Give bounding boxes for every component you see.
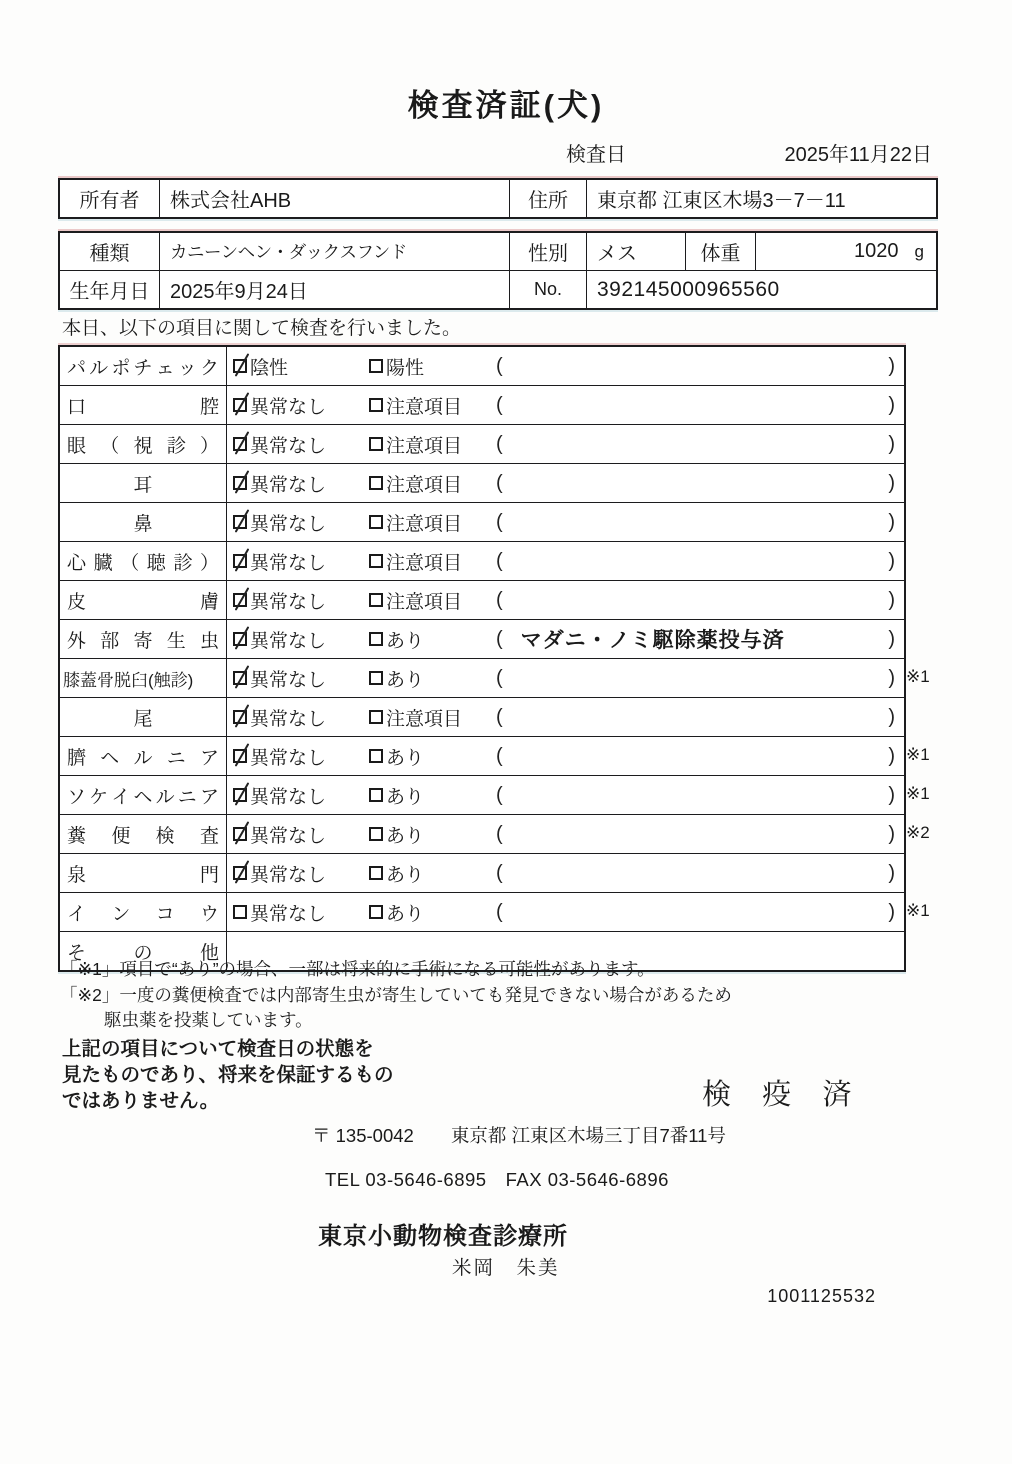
option-primary: 異常なし: [233, 821, 369, 848]
checklist-row-label: 外 部 寄 生 虫: [60, 620, 227, 658]
option-primary: 異常なし: [233, 587, 369, 614]
inspection-date-value: 2025年11月22日: [784, 144, 932, 166]
checklist-row: [60, 463, 904, 502]
paren-close: ): [888, 705, 895, 728]
checklist-row-label: 眼 （ 視 診 ）: [60, 425, 227, 463]
paren-open: (: [496, 432, 503, 455]
checkbox-icon: [369, 710, 383, 724]
checklist-row-label: 口 腔: [60, 386, 227, 424]
paren-close: ): [888, 900, 895, 923]
paren-open: (: [496, 744, 503, 767]
checkbox-icon: [369, 437, 383, 451]
breed-row: [60, 233, 936, 270]
quarantine-stamp: 検 疫 済: [702, 1079, 864, 1111]
checklist-row-options: [227, 503, 904, 541]
weight-unit: g: [914, 241, 924, 261]
checkbox-icon: [369, 905, 383, 919]
option-primary: 異常なし: [233, 470, 369, 497]
owner-label: 所有者: [60, 180, 160, 217]
option-secondary: 注意項目: [369, 704, 496, 731]
checklist-row-options: [227, 815, 904, 853]
option-secondary: 注意項目: [369, 509, 496, 536]
checkbox-icon: [369, 593, 383, 607]
disclaimer-text: [62, 1036, 394, 1114]
checklist-row: [60, 580, 904, 619]
checklist-row-options: [227, 776, 904, 814]
paren-open: (: [496, 900, 503, 923]
weight-value: 1020: [854, 240, 899, 262]
checklist-row-options: [227, 620, 904, 658]
checklist-row-label: 心 臓 （ 聴 診 ）: [60, 542, 227, 580]
option-secondary: 注意項目: [369, 392, 496, 419]
paren-remark: マダニ・ノミ駆除薬投与済: [520, 629, 785, 652]
paren-close: ): [888, 783, 895, 806]
checklist-row: [60, 541, 904, 580]
option-secondary: あり: [369, 860, 496, 887]
birth-value: 2025年9月24日: [160, 271, 510, 308]
breed-value: カニーンヘン・ダックスフンド: [160, 233, 510, 270]
option-primary: 異常なし: [233, 743, 369, 770]
checklist-row: [60, 385, 904, 424]
option-primary: 異常なし: [233, 665, 369, 692]
checkbox-checked-icon: [233, 359, 247, 373]
checklist-row: [60, 814, 930, 853]
intro-text: 本日、以下の項目に関して検査を行いました。: [62, 318, 462, 339]
checkbox-icon: [369, 632, 383, 646]
option-secondary: あり: [369, 743, 496, 770]
checklist-row-label: 鼻: [60, 503, 227, 541]
option-secondary: あり: [369, 626, 496, 653]
checkbox-icon: [369, 476, 383, 490]
inspection-date-row: [566, 138, 932, 167]
paren-close: ): [888, 744, 895, 767]
option-secondary: あり: [369, 821, 496, 848]
checkbox-checked-icon: [233, 476, 247, 490]
option-primary: 異常なし: [233, 704, 369, 731]
disclaimer-line-2: 見たものであり、将来を保証するもの: [62, 1064, 394, 1086]
option-primary: 異常なし: [233, 548, 369, 575]
disclaimer-line-1: 上記の項目について検査日の状態を: [62, 1038, 374, 1060]
inspection-date-label: 検査日: [566, 144, 626, 166]
clinic-postal-address: 〒 135-0042 東京都 江東区木場三丁目7番11号: [312, 1125, 726, 1146]
option-primary: 異常なし: [233, 782, 369, 809]
checklist-row: [60, 892, 930, 931]
paren-open: (: [496, 627, 503, 650]
id-number-value: 392145000965560: [597, 277, 780, 301]
id-number-label: No.: [510, 271, 587, 308]
checklist-row-label: イ ン コ ウ: [60, 893, 227, 931]
paren-close: ): [888, 627, 895, 650]
paren-open: (: [496, 783, 503, 806]
examiner-name: 米岡 朱美: [452, 1257, 560, 1279]
owner-value: 株式会社AHB: [160, 180, 510, 217]
checklist-row-label: 臍 ヘ ル ニ ア: [60, 737, 227, 775]
option-primary: 異常なし: [233, 860, 369, 887]
animal-table: [58, 231, 938, 310]
option-secondary: 注意項目: [369, 548, 496, 575]
reference-mark: ※1: [906, 901, 930, 920]
checkbox-checked-icon: [233, 593, 247, 607]
checkbox-icon: [369, 827, 383, 841]
reference-mark: ※1: [906, 667, 930, 686]
address-value: 東京都 江東区木場3－7－11: [597, 190, 846, 212]
checklist-row-label: そ の 他: [60, 932, 227, 970]
paren-open: (: [496, 588, 503, 611]
checkbox-checked-icon: [233, 515, 247, 529]
option-secondary: 注意項目: [369, 587, 496, 614]
checkbox-icon: [233, 905, 247, 919]
paren-close: ): [888, 549, 895, 572]
page-title: 検査済証(犬): [407, 88, 605, 123]
paren-open: (: [496, 549, 503, 572]
paren-close: ): [888, 393, 895, 416]
checkbox-checked-icon: [233, 788, 247, 802]
checklist-row-label: 耳: [60, 464, 227, 502]
checkbox-checked-icon: [233, 749, 247, 763]
paren-close: ): [888, 588, 895, 611]
weight-cell: [756, 233, 936, 270]
checklist-row-options: [227, 893, 904, 931]
checkbox-icon: [369, 554, 383, 568]
checkbox-icon: [369, 749, 383, 763]
breed-label: 種類: [60, 233, 160, 270]
checkbox-checked-icon: [233, 866, 247, 880]
checkbox-icon: [369, 359, 383, 373]
checklist-row-options: [227, 347, 904, 385]
checklist-row-options: [227, 737, 904, 775]
birth-row: [60, 270, 936, 308]
option-primary: 異常なし: [233, 431, 369, 458]
checklist-row: [60, 697, 904, 736]
option-secondary: あり: [369, 899, 496, 926]
paren-close: ): [888, 510, 895, 533]
checklist-row-options: [227, 425, 904, 463]
footnote-1: 「※1」項目で“あり”の場合、一部は将来的に手術になる可能性があります。: [60, 959, 655, 979]
paren-open: (: [496, 471, 503, 494]
checkbox-checked-icon: [233, 554, 247, 568]
footnote-2: 「※2」一度の糞便検査では内部寄生虫が寄生していても発見できない場合があるため: [60, 985, 732, 1005]
paren-close: ): [888, 471, 895, 494]
option-secondary: 注意項目: [369, 431, 496, 458]
option-primary: 異常なし: [233, 626, 369, 653]
reference-mark: ※1: [906, 745, 930, 764]
option-secondary: 注意項目: [369, 470, 496, 497]
paren-close: ): [888, 432, 895, 455]
checkbox-icon: [369, 515, 383, 529]
paren-open: (: [496, 705, 503, 728]
sex-label: 性別: [510, 233, 587, 270]
owner-table: [58, 178, 938, 219]
checklist-row-options: [227, 854, 904, 892]
checklist-row: [60, 424, 904, 463]
paren-open: (: [496, 822, 503, 845]
checklist-row-options: [227, 581, 904, 619]
checkbox-checked-icon: [233, 710, 247, 724]
disclaimer-line-3: ではありません。: [62, 1090, 220, 1112]
document-number: 1001125532: [767, 1286, 876, 1306]
checkbox-checked-icon: [233, 437, 247, 451]
checklist-row-label: 皮 膚: [60, 581, 227, 619]
birth-label: 生年月日: [60, 271, 160, 308]
address-label: 住所: [510, 180, 587, 217]
checklist-row-options: [227, 659, 904, 697]
owner-row: [60, 180, 936, 217]
checkbox-icon: [369, 788, 383, 802]
paren-open: (: [496, 666, 503, 689]
option-primary: 異常なし: [233, 392, 369, 419]
option-primary: 異常なし: [233, 899, 369, 926]
checkbox-icon: [369, 398, 383, 412]
footnote-2-continued: 駆虫薬を投薬しています。: [104, 1010, 313, 1030]
checkbox-checked-icon: [233, 671, 247, 685]
checkbox-checked-icon: [233, 398, 247, 412]
clinic-name: 東京小動物検査診療所: [318, 1223, 568, 1250]
checklist-row: [60, 736, 930, 775]
checklist-row-label: 糞 便 検 査: [60, 815, 227, 853]
checklist-row-options: [227, 464, 904, 502]
checklist-row-label: ソ ケ イ ヘ ル ニ ア: [60, 776, 227, 814]
checklist-row-label: 膝蓋骨脱臼(触診): [60, 659, 227, 697]
weight-label: 体重: [686, 233, 756, 270]
option-secondary: 陽性: [369, 353, 496, 380]
sex-value: メス: [587, 233, 686, 270]
checkbox-icon: [369, 671, 383, 685]
checklist-row-label: 泉 門: [60, 854, 227, 892]
paren-open: (: [496, 393, 503, 416]
checkbox-checked-icon: [233, 827, 247, 841]
checkbox-checked-icon: [233, 632, 247, 646]
checklist-table: [58, 345, 930, 972]
option-primary: 異常なし: [233, 509, 369, 536]
checklist-row-label: 尾: [60, 698, 227, 736]
checklist-row: [60, 658, 930, 697]
option-secondary: あり: [369, 782, 496, 809]
checkbox-icon: [369, 866, 383, 880]
option-primary: 陰性: [233, 353, 369, 380]
option-secondary: あり: [369, 665, 496, 692]
checklist-row: [60, 502, 904, 541]
checklist-row: [60, 619, 904, 658]
paren-open: (: [496, 510, 503, 533]
paren-open: (: [496, 861, 503, 884]
clinic-tel-fax: TEL 03-5646-6895 FAX 03-5646-6896: [325, 1169, 669, 1190]
checklist-row: [60, 347, 904, 385]
paren-close: ): [888, 666, 895, 689]
checklist-row-options: [227, 542, 904, 580]
reference-mark: ※2: [906, 823, 930, 842]
reference-mark: ※1: [906, 784, 930, 803]
paren-close: ): [888, 822, 895, 845]
checklist-row-label: パ ル ポ チ ェ ッ ク: [60, 347, 227, 385]
paren-close: ): [888, 354, 895, 377]
checklist-row: [60, 775, 930, 814]
checklist-row-options: [227, 698, 904, 736]
paren-open: (: [496, 354, 503, 377]
checklist-row: [60, 853, 904, 892]
checklist-row-options: [227, 386, 904, 424]
paren-close: ): [888, 861, 895, 884]
